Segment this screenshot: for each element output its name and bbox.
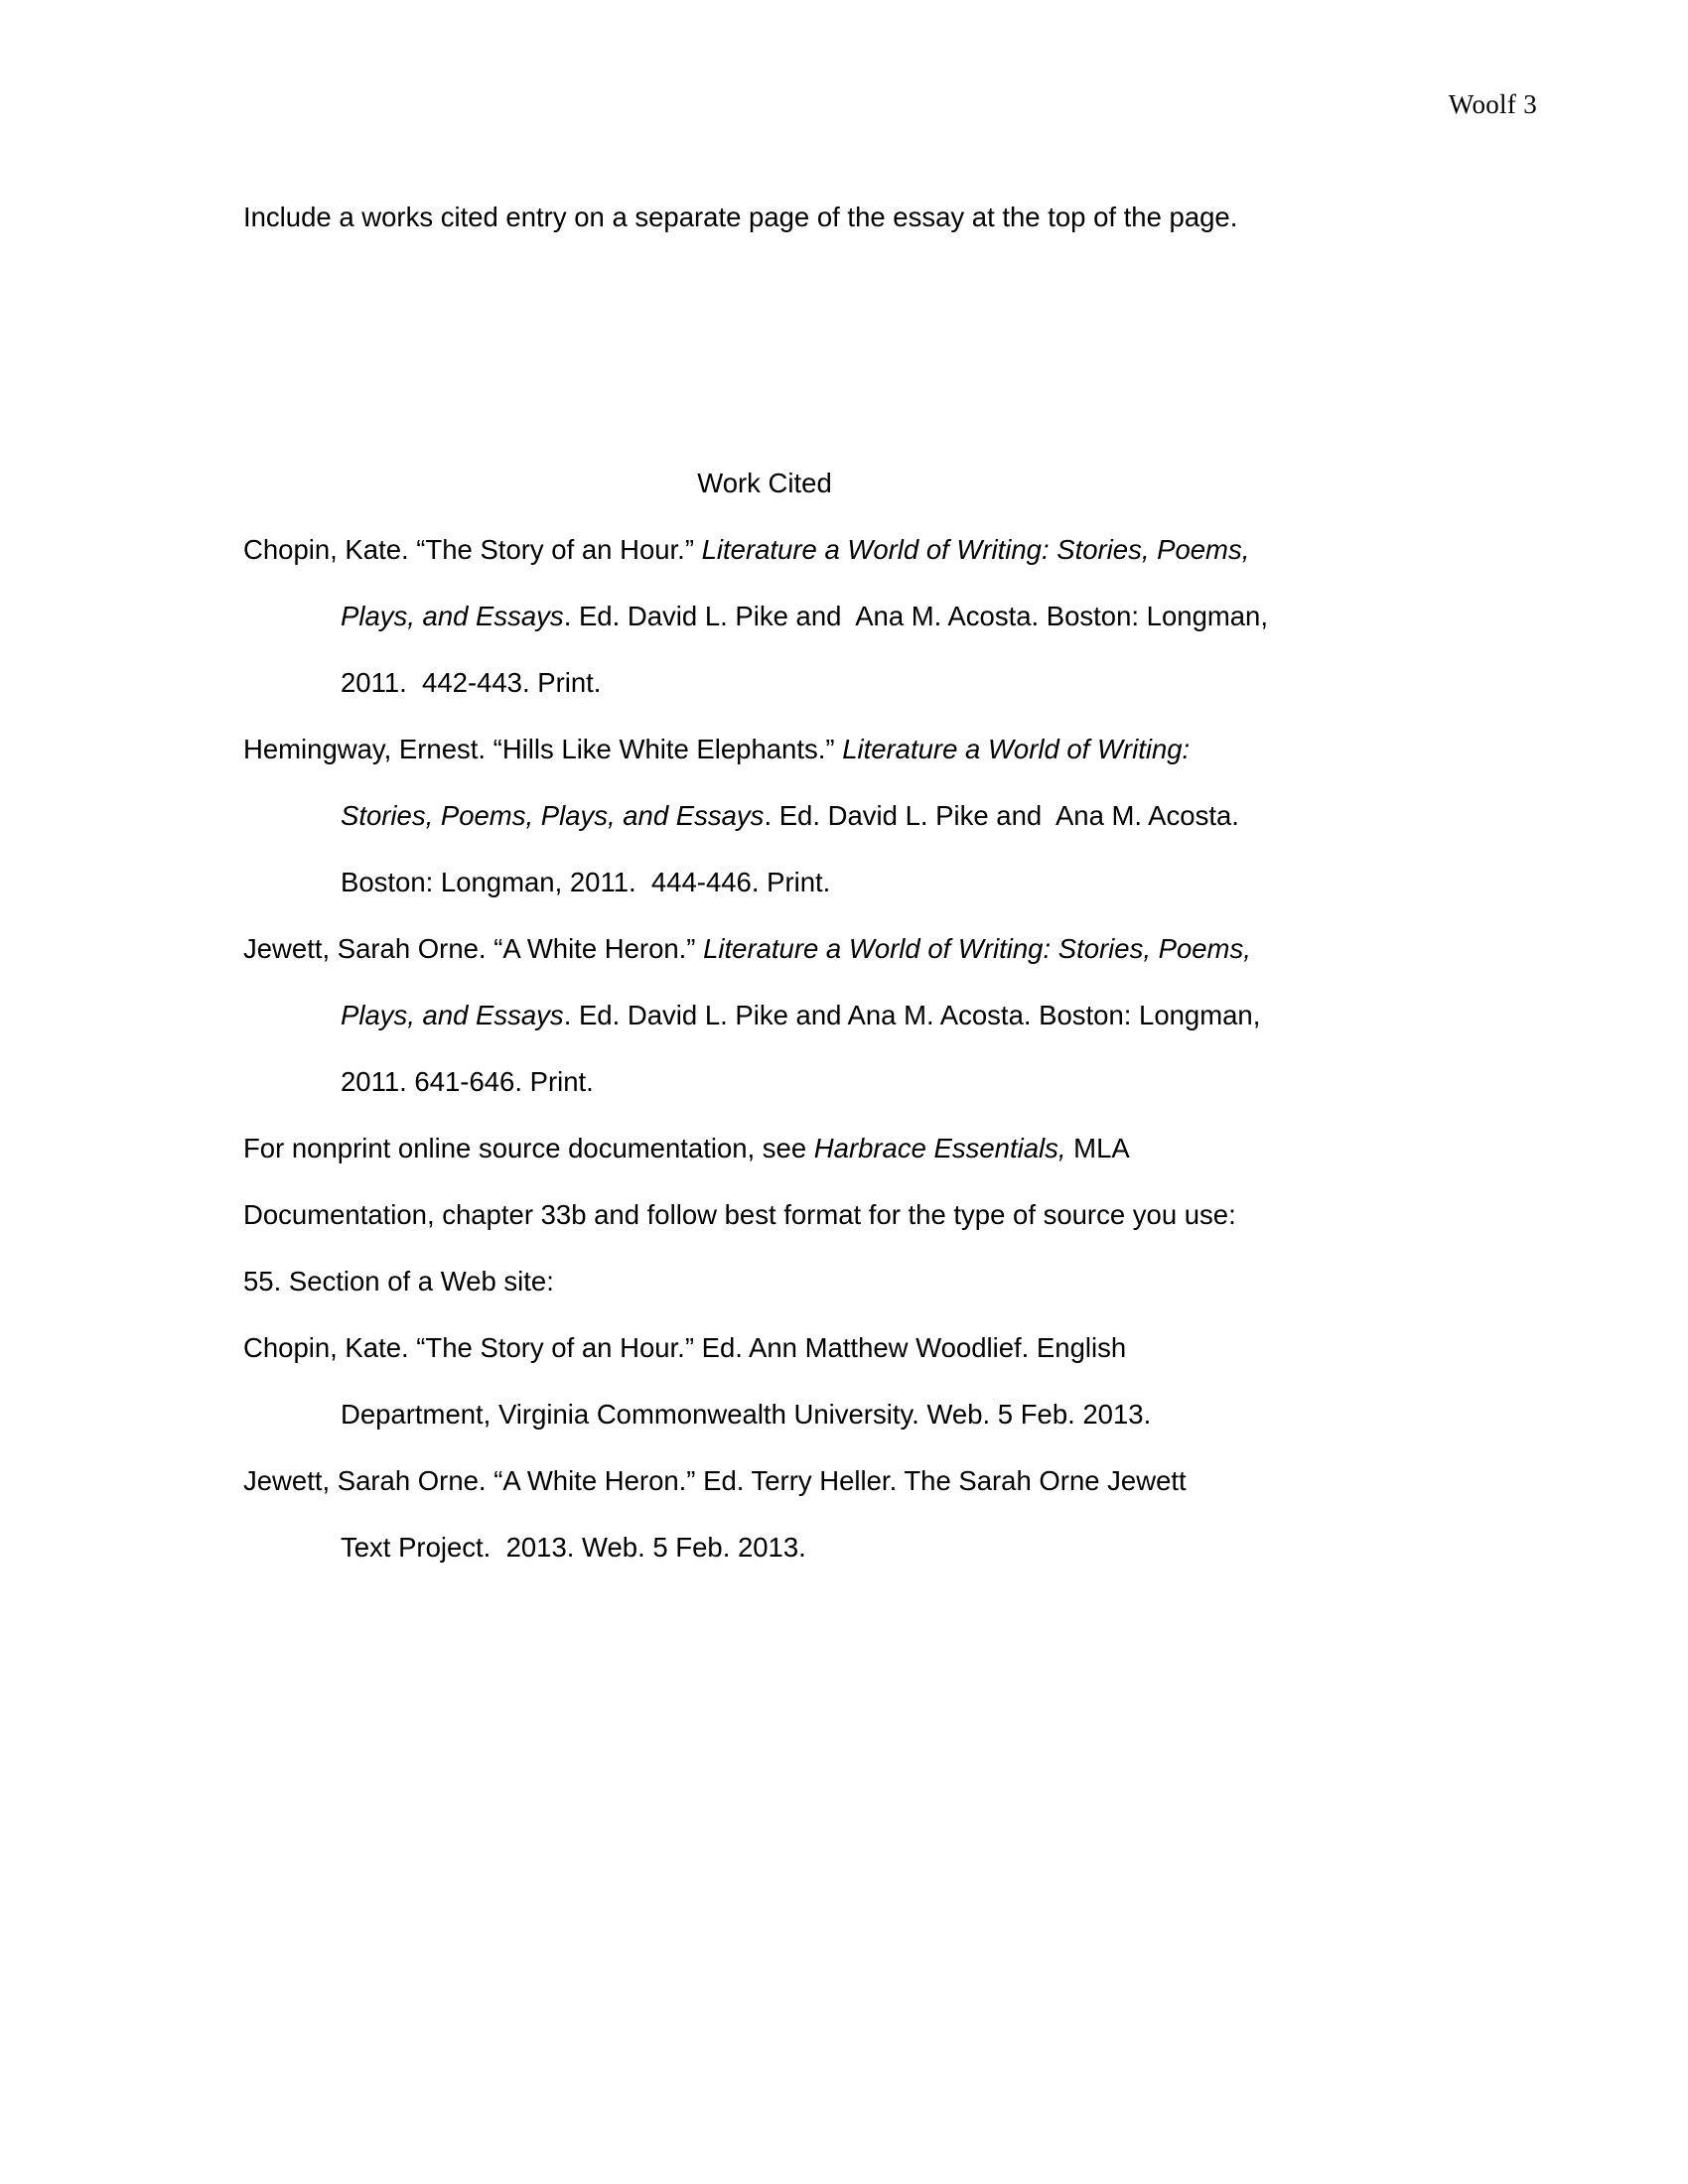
note-line <box>243 1248 1484 1314</box>
citation-text: . Ed. David L. Pike and Ana M. Acosta. Boston: Longman, <box>563 601 1268 631</box>
spacer <box>243 383 1484 450</box>
citation-entry <box>243 915 1484 1115</box>
note-line <box>243 1115 1484 1181</box>
citation-text: Hemingway, Ernest. “Hills Like White Elephants.” <box>243 734 843 764</box>
citation-line <box>243 782 1484 849</box>
citation-text: Chopin, Kate. “The Story of an Hour.” <box>243 534 702 565</box>
web-citation-line <box>243 1381 1484 1447</box>
web-citation-text: Department, Virginia Commonwealth University. Web. 5 Feb. 2013. <box>341 1399 1152 1430</box>
web-citation-text: Chopin, Kate. “The Story of an Hour.” Ed. Ann Matthew Woodlief. English <box>243 1332 1127 1363</box>
citation-line <box>243 1048 1484 1115</box>
web-citation-text: Jewett, Sarah Orne. “A White Heron.” Ed. Terry Heller. The Sarah Orne Jewett <box>243 1465 1187 1496</box>
citation-line <box>243 849 1484 915</box>
spacer <box>243 250 1484 383</box>
note-line <box>243 1181 1484 1248</box>
citation-text: . Ed. David L. Pike and Ana M. Acosta. <box>764 800 1239 831</box>
web-citation-line <box>243 1314 1484 1381</box>
note-text: Harbrace Essentials, <box>813 1133 1066 1163</box>
note-text: For nonprint online source documentation, see <box>243 1133 814 1163</box>
intro-paragraph: Include a works cited entry on a separate page of the essay at the top of the page. <box>243 202 1238 232</box>
citation-text: Stories, Poems, Plays, and Essays <box>341 800 765 831</box>
citation-text: Boston: Longman, 2011. 444-446. Print. <box>341 867 831 897</box>
citation-text: . Ed. David L. Pike and Ana M. Acosta. Boston: Longman, <box>563 1000 1261 1030</box>
web-citation-entry <box>243 1314 1484 1447</box>
citation-text: Jewett, Sarah Orne. “A White Heron.” <box>243 933 704 964</box>
citation-text: Literature a World of Writing: Stories, Poems, <box>703 933 1251 964</box>
citation-line <box>243 516 1484 583</box>
web-citation-text: Text Project. 2013. Web. 5 Feb. 2013. <box>341 1532 806 1563</box>
note-text: Documentation, chapter 33b and follow best format for the type of source you use: <box>243 1199 1236 1230</box>
section-title: Work Cited <box>697 468 832 498</box>
citation-entry <box>243 516 1484 716</box>
citation-line <box>243 583 1484 649</box>
citation-line <box>243 982 1484 1048</box>
document-body <box>243 184 1484 1580</box>
works-cited-list <box>243 516 1484 1115</box>
citation-line <box>243 649 1484 716</box>
running-head: Woolf 3 <box>1448 89 1537 119</box>
citation-text: Literature a World of Writing: <box>842 734 1191 764</box>
citation-text: 2011. 442-443. Print. <box>341 667 602 698</box>
web-citation-line <box>243 1447 1484 1514</box>
note-block <box>243 1115 1484 1314</box>
web-citation-line <box>243 1514 1484 1580</box>
citation-line <box>243 716 1484 782</box>
note-text: MLA <box>1065 1133 1130 1163</box>
web-sources-list <box>243 1314 1484 1580</box>
citation-line <box>243 915 1484 982</box>
web-citation-entry <box>243 1447 1484 1580</box>
citation-text: Plays, and Essays <box>341 601 564 631</box>
citation-text: Plays, and Essays <box>341 1000 564 1030</box>
citation-entry <box>243 716 1484 915</box>
note-text: 55. Section of a Web site: <box>243 1266 554 1297</box>
citation-text: 2011. 641-646. Print. <box>341 1066 594 1097</box>
citation-text: Literature a World of Writing: Stories, Poems, <box>701 534 1250 565</box>
